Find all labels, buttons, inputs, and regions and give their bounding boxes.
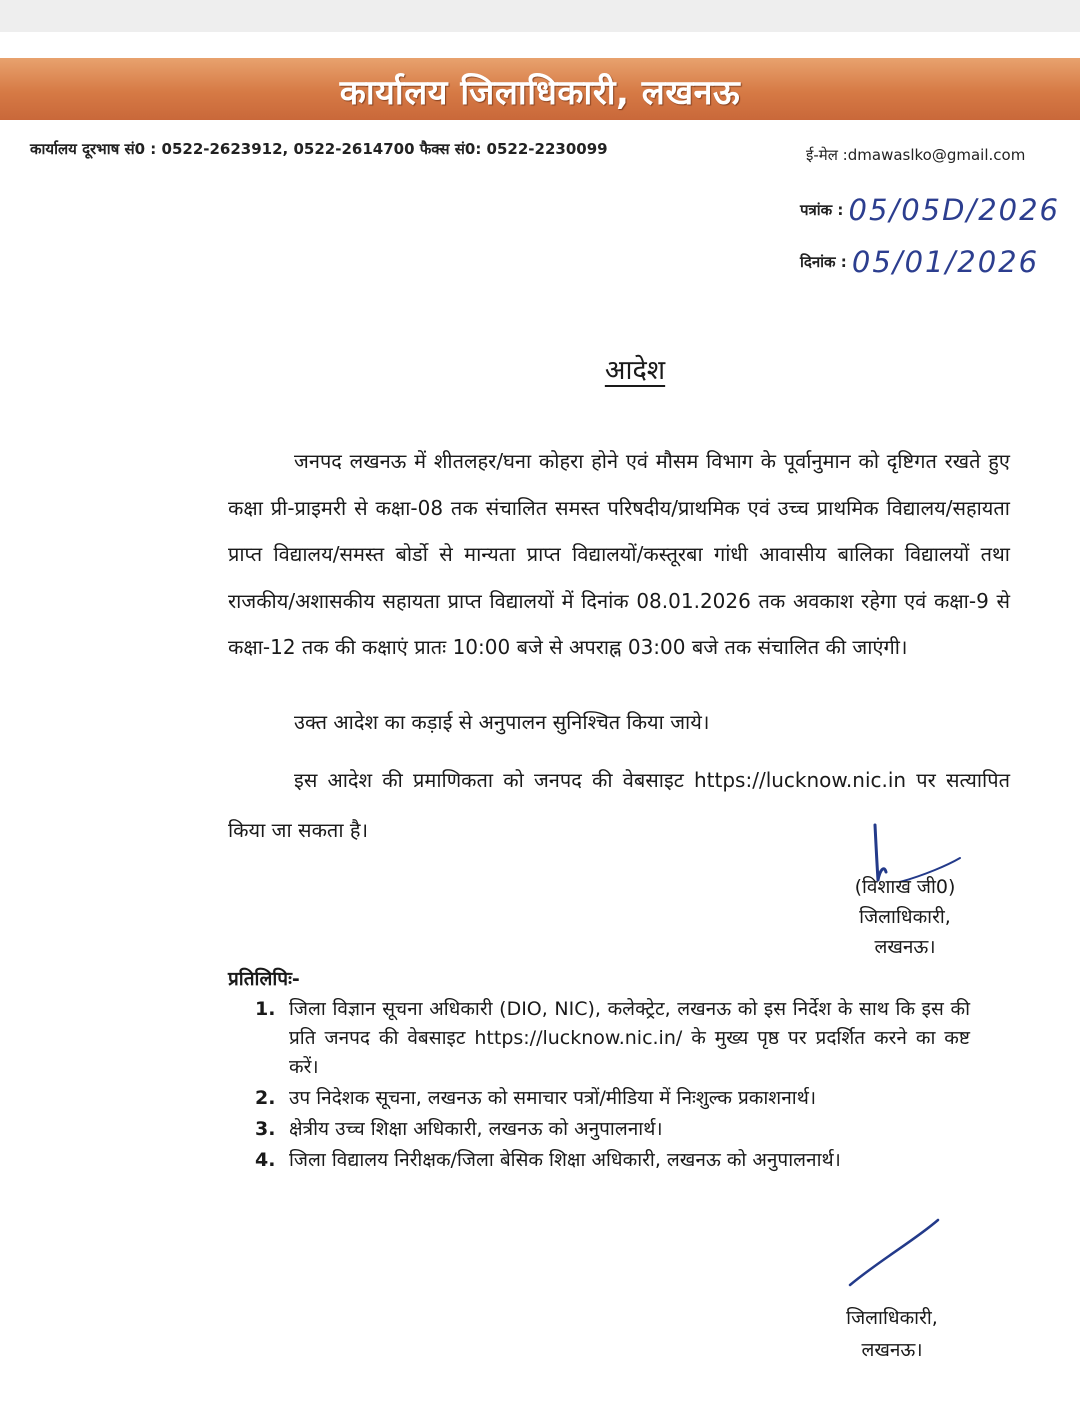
viewer-top-bar: [0, 0, 1080, 32]
initial-stroke-icon: [840, 1215, 960, 1295]
list-item-text: क्षेत्रीय उच्च शिक्षा अधिकारी, लखनऊ को अनुपालनार्थ।: [289, 1118, 663, 1140]
list-item: [255, 1084, 970, 1113]
list-item-number: 1.: [255, 998, 276, 1020]
letterhead-banner: [0, 58, 1080, 120]
copy-to-heading: प्रतिलिपिः-: [228, 968, 300, 990]
list-item: [255, 1115, 970, 1144]
signatory-place: लखनऊ।: [874, 936, 936, 958]
order-title: [0, 350, 1080, 387]
list-item-text: उप निदेशक सूचना, लखनऊ को समाचार पत्रों/मीडिया में निःशुल्क प्रकाशनार्थ।: [289, 1087, 817, 1109]
list-item-text: जिला विज्ञान सूचना अधिकारी (DIO, NIC), कलेक्ट्रेट, लखनऊ को इस निर्देश के साथ कि इस की प्रति जनपद की वेबसाइट https://lucknow.nic.in/ के मुख्य पृष्ठ पर प्रदर्शित करने का कष्ट करें।: [289, 998, 971, 1078]
signatory-designation: जिलाधिकारी,: [859, 906, 951, 928]
letter-date-label: दिनांक :: [800, 253, 847, 271]
letter-date-value: 05/01/2026: [851, 245, 1040, 279]
order-title-text: आदेश: [604, 355, 666, 386]
order-paragraph-2: उक्त आदेश का कड़ाई से अनुपालन सुनिश्चित किया जाये।: [294, 710, 710, 734]
list-item-number: 2.: [255, 1087, 276, 1109]
letter-date-row: [800, 245, 1039, 279]
letter-number-row: [800, 193, 1060, 227]
signature-block: [820, 872, 990, 962]
list-item: [255, 995, 970, 1082]
list-item-text: जिला विद्यालय निरीक्षक/जिला बेसिक शिक्षा अधिकारी, लखनऊ को अनुपालनार्थ।: [289, 1149, 841, 1171]
list-item: [255, 1146, 970, 1175]
footer-signature-block: [822, 1302, 962, 1366]
list-item-number: 4.: [255, 1149, 276, 1171]
office-phone-fax-line: कार्यालय दूरभाष सं0 : 0522-2623912, 0522-2614700 फैक्स सं0: 0522-2230099: [30, 140, 608, 158]
order-paragraph-1: जनपद लखनऊ में शीतलहर/घना कोहरा होने एवं मौसम विभाग के पूर्वानुमान को दृष्टिगत रखते हुए कक्षा प्री-प्राइमरी से कक्षा-08 तक संचालित समस्त परिषदीय/प्राथमिक एवं उच्च प्राथमिक विद्यालय/सहायता प्राप्त विद्यालय/समस्त बोर्डो से मान्यता प्राप्त विद्यालयों/कस्तूरबा गांधी आवासीय बालिका विद्यालयों तथा राजकीय/अशासकीय सहायता प्राप्त विद्यालयों में दिनांक 08.01.2026 तक अवकाश रहेगा एवं कक्षा-9 से कक्षा-12 तक की कक्षाएं प्रातः 10:00 बजे से अपराह्न 03:00 बजे तक संचालित की जाएंगी।: [228, 449, 1010, 659]
office-email: ई-मेल :dmawaslko@gmail.com: [806, 146, 1026, 164]
list-item-number: 3.: [255, 1118, 276, 1140]
signatory-name: (विशाख जी0): [854, 876, 956, 898]
letter-number-value: 05/05D/2026: [848, 193, 1061, 227]
order-paragraph-3: इस आदेश की प्रमाणिकता को जनपद की वेबसाइट https://lucknow.nic.in पर सत्यापित किया जा सकता है।: [228, 768, 1010, 842]
office-title: कार्यालय जिलाधिकारी, लखनऊ: [339, 73, 741, 113]
copy-to-list: [255, 995, 970, 1177]
footer-place: लखनऊ।: [861, 1339, 923, 1361]
letter-number-label: पत्रांक :: [800, 201, 844, 219]
footer-designation: जिलाधिकारी,: [846, 1307, 938, 1329]
